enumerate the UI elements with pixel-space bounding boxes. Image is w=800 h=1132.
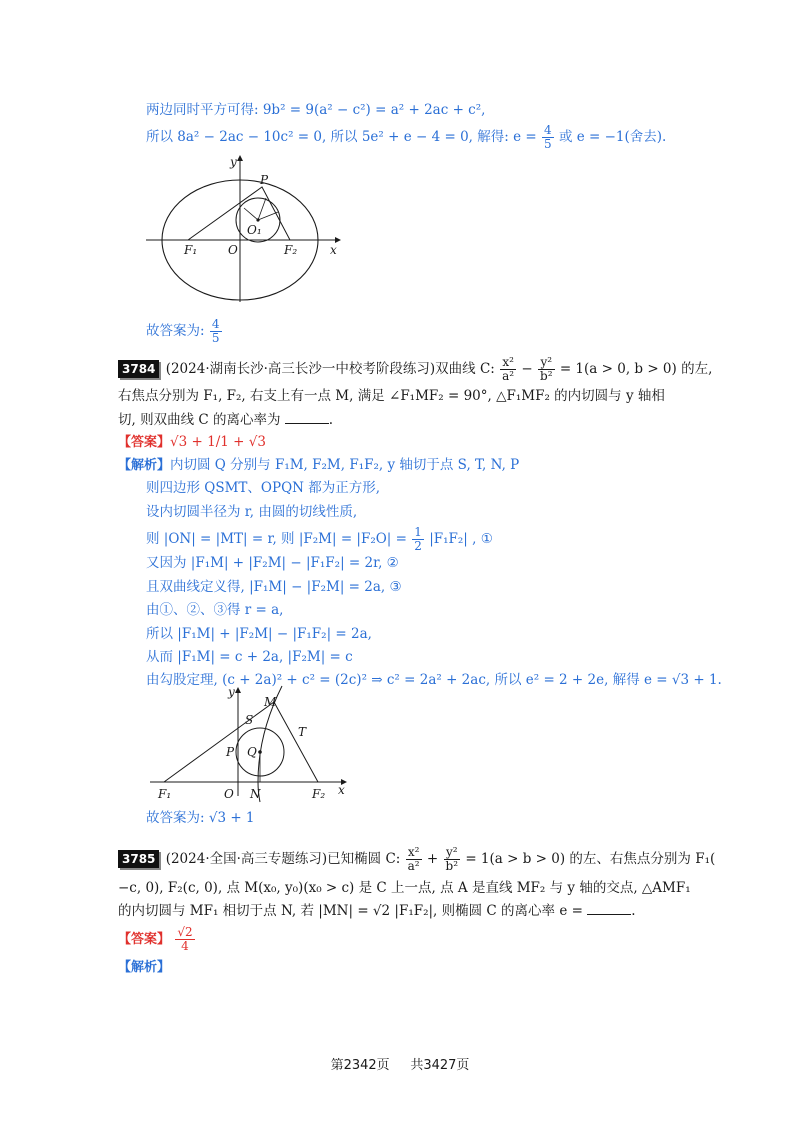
q3784-step-7: 由①、②、③得 r = a, bbox=[146, 602, 284, 618]
q3784-step-1 bbox=[118, 455, 519, 476]
q3784-step-2: 则四边形 QSMT、OPQN 都为正方形, bbox=[146, 480, 381, 496]
answer-line-1 bbox=[146, 318, 223, 345]
frac-y2-b2 bbox=[538, 356, 555, 383]
solution-line-2-text: 所以 8a² − 2ac − 10c² = 0, 所以 5e² + e − 4 = 0, 解得: e = bbox=[146, 129, 537, 145]
frac-num: y² bbox=[538, 356, 555, 370]
point-O1 bbox=[256, 218, 259, 221]
label-T: T bbox=[298, 725, 307, 739]
radius-3 bbox=[244, 208, 258, 220]
label-x: x bbox=[338, 783, 345, 797]
label-y: y bbox=[228, 685, 235, 699]
frac-num: x² bbox=[406, 846, 422, 860]
ellipse-figure bbox=[140, 152, 350, 307]
frac-den: b² bbox=[445, 859, 459, 873]
page-number: 第2342页 bbox=[330, 1058, 390, 1073]
answer-value: √3 + 1/1 + √3 bbox=[170, 434, 266, 450]
q3784-step-9: 从而 |F₁M| = c + 2a, |F₂M| = c bbox=[146, 649, 353, 665]
fraction-half bbox=[412, 526, 424, 553]
q3784-step-8: 所以 |F₁M| + |F₂M| − |F₁F₂| = 2a, bbox=[146, 626, 372, 642]
answer-tag: 【答案】 bbox=[118, 435, 171, 450]
analysis-tag: 【解析】 bbox=[118, 458, 171, 473]
answer-fraction bbox=[175, 926, 194, 953]
radius-1 bbox=[258, 198, 266, 220]
frac-num: 4 bbox=[211, 317, 220, 331]
frac-num: y² bbox=[444, 846, 461, 860]
label-Q: Q bbox=[247, 745, 257, 759]
label-F1: F₁ bbox=[158, 787, 172, 801]
q3785-analysis bbox=[118, 957, 170, 978]
q3785-line-3 bbox=[118, 901, 636, 921]
solution-line-2 bbox=[146, 124, 666, 151]
question-number-badge: 3784 bbox=[118, 360, 159, 378]
triangle-F1MF2 bbox=[164, 702, 318, 782]
label-x: x bbox=[330, 243, 337, 257]
analysis-tag: 【解析】 bbox=[118, 960, 171, 975]
frac-den: 5 bbox=[544, 137, 552, 151]
solution-line-2-suffix: 或 e = −1(舍去). bbox=[558, 129, 667, 145]
step-4-suffix: |F₁F₂| , ① bbox=[429, 531, 493, 547]
q3785-line-1-end: = 1(a > b > 0) 的左、右焦点分别为 F₁( bbox=[465, 851, 716, 867]
label-y: y bbox=[230, 155, 237, 169]
q3785-answer bbox=[118, 926, 196, 953]
answer-blank bbox=[587, 902, 631, 915]
page-footer bbox=[0, 1054, 800, 1073]
label-M: M bbox=[264, 695, 277, 709]
step-text: 内切圆 Q 分别与 F₁M, F₂M, F₁F₂, y 轴切于点 S, T, N, P bbox=[170, 457, 520, 473]
frac-den: 2 bbox=[414, 539, 422, 553]
q3785-line-2: −c, 0), F₂(c, 0), 点 M(x₀, y₀)(x₀ > c) 是 C 上一点, 点 A 是直线 MF₂ 与 y 轴的交点, △AMF₁ bbox=[118, 880, 691, 896]
frac-den: a² bbox=[407, 859, 420, 873]
solution-line-1: 两边同时平方可得: 9b² = 9(a² − c²) = a² + 2ac + c², bbox=[146, 102, 486, 118]
frac-den: 5 bbox=[211, 331, 220, 345]
q3784-line-2: 右焦点分别为 F₁, F₂, 右支上有一点 M, 满足 ∠F₁MF₂ = 90°, △F₁MF₂ 的内切圆与 y 轴相 bbox=[118, 388, 665, 404]
frac-num: 4 bbox=[544, 123, 552, 137]
frac-den: 4 bbox=[181, 939, 189, 953]
q3784-step-6: 且双曲线定义得, |F₁M| − |F₂M| = 2a, ③ bbox=[146, 579, 402, 595]
frac-y2-b2 bbox=[444, 846, 461, 873]
answer-blank bbox=[285, 411, 329, 424]
frac-num: √2 bbox=[177, 925, 193, 939]
fraction-4-5 bbox=[542, 124, 554, 151]
step-4-prefix: 则 |ON| = |MT| = r, 则 |F₂M| = |F₂O| = bbox=[146, 531, 407, 547]
q3785-source: (2024·全国·高三专题练习)已知椭圆 C: bbox=[165, 851, 401, 867]
label-N: N bbox=[250, 787, 261, 801]
page-total: 共3427页 bbox=[410, 1058, 470, 1073]
frac-den: b² bbox=[540, 369, 553, 383]
label-O: O bbox=[228, 243, 238, 257]
q3785-line-3-text: 的内切圆与 MF₁ 相切于点 N, 若 |MN| = √2 |F₁F₂|, 则椭圆 C 的离心率 e = bbox=[118, 903, 583, 919]
q3784-line-1 bbox=[118, 356, 712, 383]
q3784-step-4 bbox=[146, 526, 493, 553]
label-P: P bbox=[226, 745, 235, 759]
frac-den: a² bbox=[502, 369, 515, 383]
q3784-line-1-end: = 1(a > 0, b > 0) 的左, bbox=[559, 361, 713, 377]
q3784-step-10: 由勾股定理, (c + 2a)² + c² = (2c)² ⇒ c² = 2a² + 2ac, 所以 e² = 2 + 2e, 解得 e = √3 + 1. bbox=[146, 672, 722, 688]
q3784-line-3 bbox=[118, 410, 333, 430]
answer-fraction bbox=[210, 318, 222, 345]
question-number-badge: 3785 bbox=[118, 850, 159, 868]
label-F1: F₁ bbox=[184, 243, 198, 257]
answer-prefix: 故答案为: bbox=[146, 323, 205, 339]
radius-2 bbox=[258, 212, 278, 220]
q3784-step-3: 设内切圆半径为 r, 由圆的切线性质, bbox=[146, 504, 358, 520]
q3784-step-5: 又因为 |F₁M| + |F₂M| − |F₁F₂| = 2r, ② bbox=[146, 555, 399, 571]
hyperbola-figure bbox=[146, 684, 356, 804]
q3784-final-answer: 故答案为: √3 + 1 bbox=[146, 810, 255, 826]
label-F2: F₂ bbox=[284, 243, 298, 257]
period: . bbox=[631, 903, 636, 919]
label-F2: F₂ bbox=[312, 787, 326, 801]
label-O: O bbox=[224, 787, 234, 801]
label-P: P bbox=[260, 173, 269, 187]
q3784-line-3-text: 切, 则双曲线 C 的离心率为 bbox=[118, 412, 281, 428]
label-S: S bbox=[245, 713, 254, 727]
q3784-source: (2024·湖南长沙·高三长沙一中校考阶段练习)双曲线 C: bbox=[165, 361, 495, 377]
q3785-line-1 bbox=[118, 846, 715, 873]
label-O1: O₁ bbox=[247, 223, 262, 237]
answer-tag: 【答案】 bbox=[118, 932, 171, 947]
frac-num: 1 bbox=[414, 525, 422, 539]
q3784-answer bbox=[118, 432, 266, 453]
plus-sign: + bbox=[426, 851, 439, 867]
frac-x2-a2 bbox=[406, 846, 422, 873]
frac-num: x² bbox=[500, 356, 516, 370]
period: . bbox=[328, 412, 334, 428]
minus-sign: − bbox=[521, 361, 533, 377]
frac-x2-a2 bbox=[500, 356, 516, 383]
